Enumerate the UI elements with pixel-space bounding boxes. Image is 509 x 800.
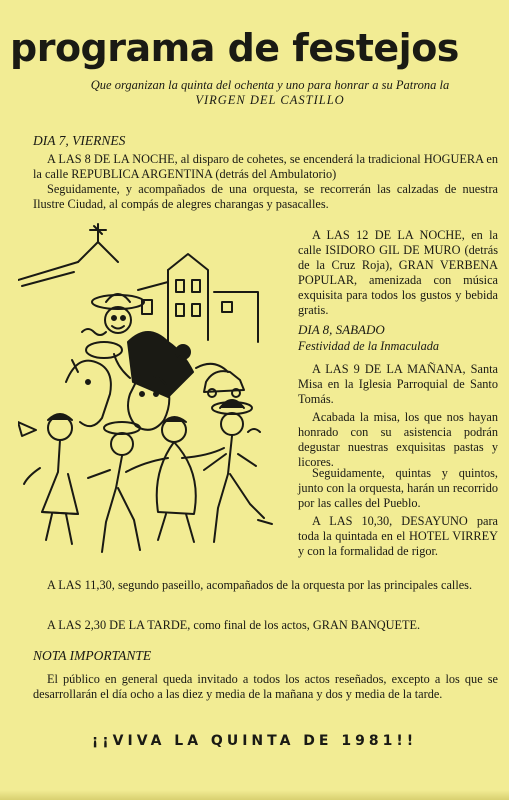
day8-p3-text: Seguidamente, quintas y quintos, junto con la orquesta, harán un recorrido por las calles del Pueblo. <box>298 466 498 510</box>
day8-p4-text: A LAS 10,30, DESAYUNO para toda la quintada en el HOTEL VIRREY y con la formalidad de rigor. <box>298 514 498 558</box>
day7-paragraph-3 <box>298 228 498 318</box>
day8-p2-text: Acabada la misa, los que nos hayan honrado con su asistencia podrán degustar nuestras exquisitas pastas y licores. <box>298 410 498 469</box>
day7-paragraph-2 <box>33 182 498 212</box>
day8-p6-text: A LAS 2,30 DE LA TARDE, como final de los actos, GRAN BANQUETE. <box>47 618 421 632</box>
day8-paragraph-4 <box>298 514 498 559</box>
subtitle <box>40 78 500 108</box>
nota-heading: NOTA IMPORTANTE <box>33 648 152 663</box>
closing-slogan: ¡¡VIVA LA QUINTA DE 1981!! <box>91 733 418 749</box>
day8-paragraph-1 <box>298 362 498 407</box>
day8-paragraph-6 <box>33 618 498 633</box>
day8-paragraph-2 <box>298 410 498 470</box>
subtitle-line-2: VIRGEN DEL CASTILLO <box>195 93 345 107</box>
day8-heading: DIA 8, SABADO <box>298 322 385 337</box>
nota-paragraph <box>33 672 498 702</box>
page-bottom-edge <box>0 790 509 800</box>
day7-p1-text: A LAS 8 DE LA NOCHE, al disparo de cohetes, se encenderá la tradicional HOGUERA en la calle REPUBLICA ARGENTINA (detrás del Ambulatorio) <box>33 152 498 181</box>
day8-p5-text: A LAS 11,30, segundo paseillo, acompañados de la orquesta por las principales calles. <box>47 578 473 592</box>
festival-dancers-illustration <box>18 222 288 562</box>
day8-p1-text: A LAS 9 DE LA MAÑANA, Santa Misa en la Iglesia Parroquial de Santo Tomás. <box>298 362 498 406</box>
nota-text: El público en general queda invitado a todos los actos reseñados, excepto a los que se desarrollarán el día ocho a las diez y media de la mañana y dos y media de la tarde. <box>33 672 498 701</box>
day8-paragraph-5 <box>33 578 498 593</box>
subtitle-line-1: Que organizan la quinta del ochenta y uno para honrar a su Patrona la <box>90 78 450 92</box>
day7-p3-text: A LAS 12 DE LA NOCHE, en la calle ISIDORO GIL DE MURO (detrás de la Cruz Roja), GRAN VERBENA POPULAR, amenizada con música exquisita para todos los gustos y bebida gratis. <box>298 228 498 317</box>
day8-paragraph-3 <box>298 466 498 511</box>
day8-subheading: Festividad de la Inmaculada <box>298 339 440 353</box>
day7-heading: DIA 7, VIERNES <box>33 133 126 148</box>
page-title: programa de festejos <box>10 26 459 70</box>
day7-paragraph-1 <box>33 152 498 182</box>
day7-p2-text: Seguidamente, y acompañados de una orquesta, se recorrerán las calzadas de nuestra Ilustre Ciudad, al compás de alegres charangas y pasacalles. <box>33 182 498 211</box>
